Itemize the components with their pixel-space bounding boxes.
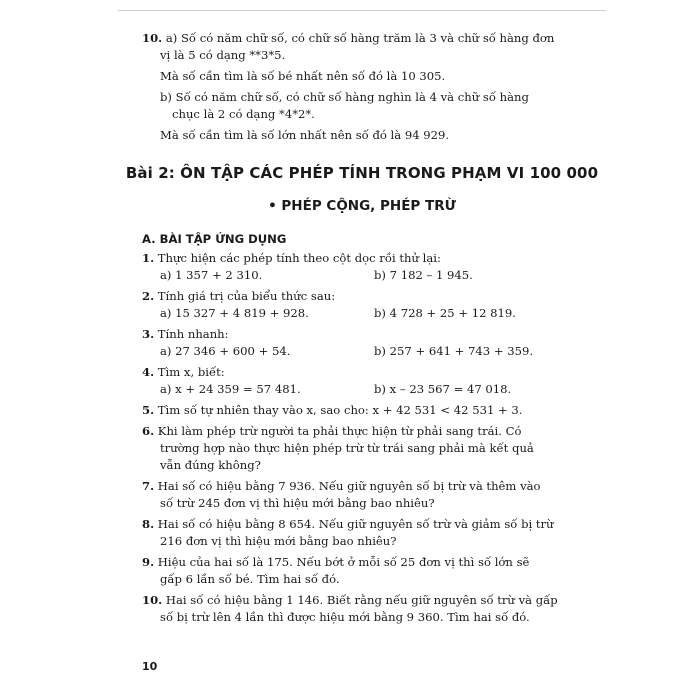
solution-number: 10.	[142, 31, 163, 45]
solution-a-line2: vị là 5 có dạng **3*5.	[160, 48, 286, 62]
top-divider	[118, 10, 606, 11]
exercise-text: Hai số có hiệu bằng 1 146. Biết rằng nếu giữ nguyên số trừ và gấp	[165, 593, 558, 607]
exercise-part-b: b) x – 23 567 = 47 018.	[374, 382, 512, 396]
exercise-5	[142, 402, 582, 419]
exercise-number: 5.	[142, 403, 155, 417]
lesson-subtitle: • PHÉP CỘNG, PHÉP TRỪ	[268, 198, 456, 214]
exercise-text: 216 đơn vị thì hiệu mới bằng bao nhiêu?	[160, 534, 397, 548]
exercise-text: số trừ 245 đơn vị thì hiệu mới bằng bao nhiêu?	[160, 496, 435, 510]
lesson-title: Bài 2: ÔN TẬP CÁC PHÉP TÍNH TRONG PHẠM VI 100 000	[125, 164, 599, 182]
exercise-part-b: b) 4 728 + 25 + 12 819.	[374, 306, 516, 320]
exercise-number: 6.	[142, 424, 155, 438]
exercise-text: Hiệu của hai số là 175. Nếu bớt ở mỗi số 25 đơn vị thì số lớn sẽ	[157, 555, 530, 569]
exercise-number: 7.	[142, 479, 155, 493]
exercise-part-a: a) 1 357 + 2 310.	[160, 268, 263, 282]
solution-a-line3: Mà số cần tìm là số bé nhất nên số đó là 10 305.	[160, 69, 446, 83]
exercise-number: 4.	[142, 365, 155, 379]
solution-10	[142, 30, 582, 144]
exercise-4	[142, 364, 582, 398]
exercise-text: Hai số có hiệu bằng 8 654. Nếu giữ nguyên số trừ và giảm số bị trừ	[157, 517, 554, 531]
exercise-3	[142, 326, 582, 360]
exercise-number: 9.	[142, 555, 155, 569]
exercise-part-a: a) 15 327 + 4 819 + 928.	[160, 306, 309, 320]
book-page	[118, 0, 606, 700]
exercise-part-b: b) 257 + 641 + 743 + 359.	[374, 344, 534, 358]
exercise-text: Hai số có hiệu bằng 7 936. Nếu giữ nguyên số bị trừ và thêm vào	[157, 479, 541, 493]
exercise-text: Tìm số tự nhiên thay vào x, sao cho: x + 42 531 < 42 531 + 3.	[157, 403, 523, 417]
exercise-number: 2.	[142, 289, 155, 303]
exercise-text: Tính nhanh:	[157, 327, 229, 341]
page-number: 10	[142, 660, 158, 673]
exercise-text: Khi làm phép trừ người ta phải thực hiện từ phải sang trái. Có	[157, 424, 522, 438]
exercise-text: vẫn đúng không?	[160, 458, 261, 472]
exercise-text: số bị trừ lên 4 lần thì được hiệu mới bằng 9 360. Tìm hai số đó.	[160, 610, 530, 624]
exercise-text: Tính giá trị của biểu thức sau:	[157, 289, 336, 303]
exercise-7	[142, 478, 582, 512]
exercise-part-a: a) 27 346 + 600 + 54.	[160, 344, 291, 358]
exercise-part-a: a) x + 24 359 = 57 481.	[160, 382, 301, 396]
exercise-8	[142, 516, 582, 550]
exercise-6	[142, 423, 582, 474]
exercise-number: 1.	[142, 251, 155, 265]
exercise-number: 8.	[142, 517, 155, 531]
solution-b-line1: b) Số có năm chữ số, có chữ số hàng nghìn là 4 và chữ số hàng	[160, 90, 529, 104]
solution-b-line2: chục là 2 có dạng *4*2*.	[172, 107, 315, 121]
exercise-10	[142, 592, 582, 626]
solution-a-line1: a) Số có năm chữ số, có chữ số hàng trăm là 3 và chữ số hàng đơn	[165, 31, 555, 45]
exercise-number: 10.	[142, 593, 163, 607]
exercise-text: gấp 6 lần số bé. Tìm hai số đó.	[160, 572, 340, 586]
exercise-1	[142, 250, 582, 284]
exercise-text: Tìm x, biết:	[157, 365, 225, 379]
exercise-text: trường hợp nào thực hiện phép trừ từ trái sang phải mà kết quả	[160, 441, 534, 455]
exercise-9	[142, 554, 582, 588]
exercise-part-b: b) 7 182 – 1 945.	[374, 268, 473, 282]
section-heading: A. BÀI TẬP ỨNG DỤNG	[142, 232, 287, 246]
exercise-list	[142, 250, 582, 626]
solution-b-line3: Mà số cần tìm là số lớn nhất nên số đó là 94 929.	[160, 128, 450, 142]
exercise-2	[142, 288, 582, 322]
exercise-text: Thực hiện các phép tính theo cột dọc rồi thử lại:	[157, 251, 441, 265]
exercise-number: 3.	[142, 327, 155, 341]
